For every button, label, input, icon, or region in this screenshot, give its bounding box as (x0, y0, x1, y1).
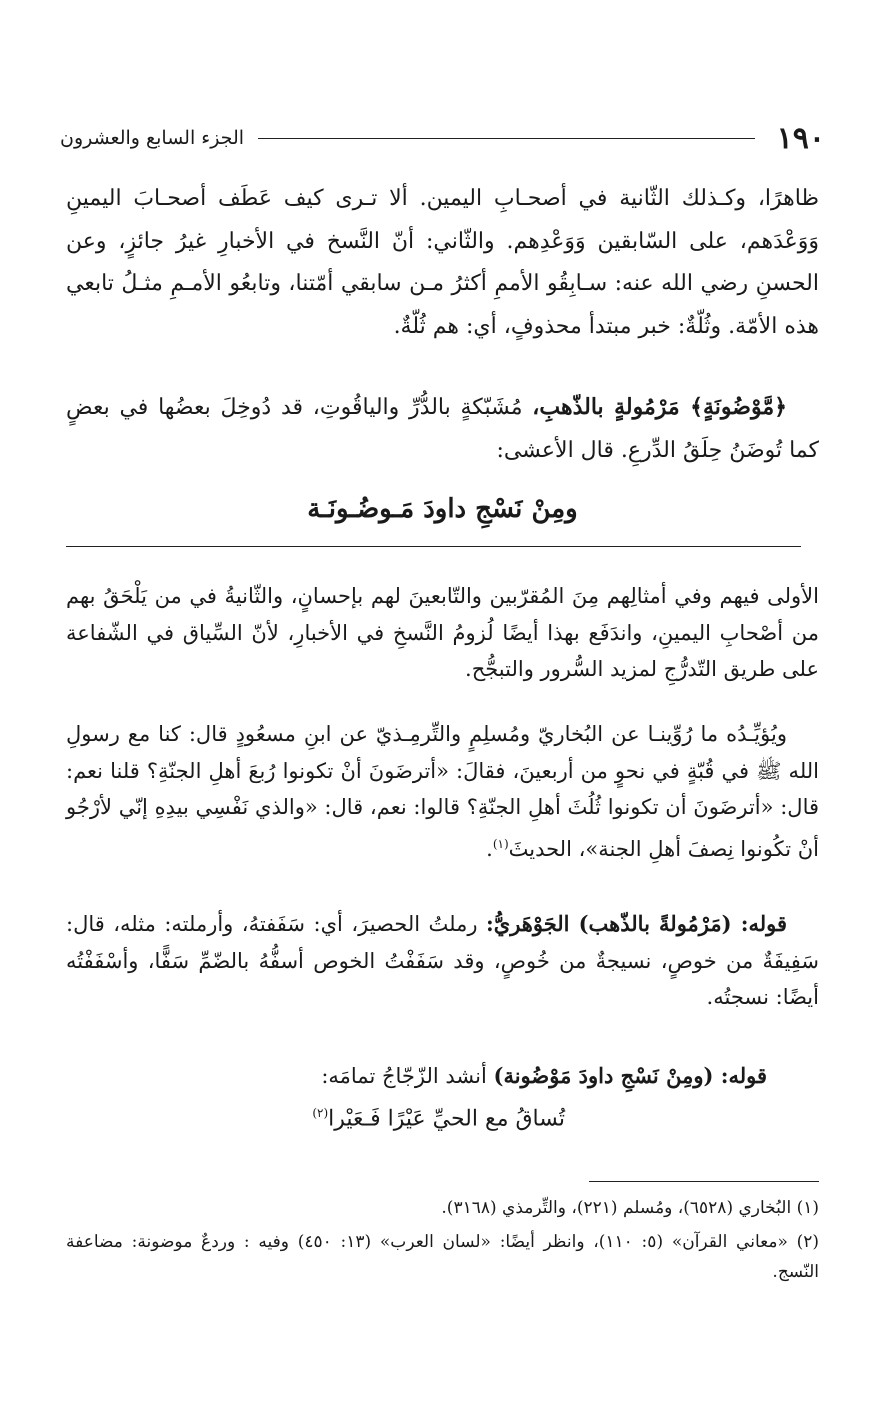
commentary-text (66, 906, 819, 1016)
footnotes (66, 1193, 819, 1291)
commentary-text: الأولى فيهم وفي أمثالِهم مِنَ المُقرّبين والتّابعينَ لهم بإحسانٍ، والثّانيةُ في من يَلْحَقُ بهم من أصْحابِ اليمينِ، واندَفَع بهذا أيضًا لُزومُ النَّسخِ في الأخبارِ، لأنّ السِّياق في الشّفاعة على طريق التّدرُّجِ لمزيد السُّرور والتبجُّح. (66, 584, 819, 681)
commentary-paragraph-3 (66, 906, 819, 1016)
page-number: ١٩٠ (776, 120, 825, 156)
period: . (486, 836, 493, 861)
footnote-divider (589, 1181, 819, 1182)
poem-text: تُساقُ مع الحيِّ عَيْرًا فَـعَيْرا (328, 1106, 565, 1132)
commentary-paragraph-2 (66, 716, 819, 867)
section-divider (66, 546, 801, 547)
footnote-2: (٢) «معاني القرآن» (٥: ١١٠)، وانظر أيضًا: «لسان العرب» (١٣: ٤٥٠) وفيه : وردعٌ موضونة: مضاعفة النّسج. (66, 1232, 819, 1282)
lemma: قوله: (مَرْمُولةً بالذّهب) الجَوْهَريُّ: (486, 911, 787, 936)
commentary-paragraph-1 (66, 578, 819, 688)
lemma-explanation: رملتُ الحصيرَ، أي: سَفَفتهُ، وأرملته: مثله، قال: سَفِيفَةٌ من خوصٍ، نسيجةٌ من خُوصٍ، وقد سَفَفْتُ الخوص أسفُّهُ بالضّمِّ سَفًّا، وأسْفَفْتُه أيضًا: نسجتُه. (66, 912, 819, 1009)
footnote-ref-1[interactable]: (١) (492, 836, 509, 851)
commentary-text (66, 1058, 767, 1095)
footnote-1: (١) البُخاري (٦٥٢٨)، ومُسلم (٢٢١)، والتِّرمذي (٣١٦٨). (441, 1198, 819, 1218)
poetry-verse: ومِنْ نَسْجِ داودَ مَـوضُـونَـة (307, 494, 578, 524)
header-rule (258, 138, 755, 139)
poem-hemistich (312, 1106, 565, 1131)
commentary-text (66, 716, 819, 867)
quran-commentary-paragraph: ظاهرًا، وكـذلك الثّانية في أصحـابِ اليمين. ألا تـرى كيف عَطَف أصحـابَ اليمينِ وَوَعْدَهم، على السّابقين وَوَعْدِهم. والثّاني: أنّ النَّسخ في الأخبارِ غيرُ جائزٍ، وعن الحسنِ رضي الله عنه: سـابِقُو الأممِ أكثرُ مـن سابقي أمّتنا، وتابعُو الأمـمِ مثـلُ تابعي هذه الأمّة. وثُلّةٌ: خبر مبتدأ محذوفٍ، أي: هم ثُلّةٌ. (66, 186, 819, 339)
lemma: قوله: (ومِنْ نَسْجِ داودَ مَوْضُونة) (493, 1063, 767, 1088)
lemma-explanation: أنشد الزّجّاجُ تمامَه: (321, 1064, 494, 1088)
footnote-ref-2[interactable]: (٢) (312, 1106, 329, 1120)
quran-note-lemma: ﴿مَّوْضُونَةٍ﴾ مَرْمُولةٍ بالذّهبِ، (532, 394, 787, 420)
hadith-text: ويُؤيِّـدُه ما رُوِّينـا عن البُخاريّ ومُسلِمٍ والتِّرمِـذيّ عن ابنِ مسعُودٍ قال: كنا مع رسولِ الله ﷺ في قُبّةٍ في نحوٍ من أربعينَ، فقالَ: «أترضَونَ أنْ تكونوا رُبعَ أهلِ الجنّةِ؟ قلنا نعم: قال: «أترضَونَ أن تكونوا ثُلُثَ أهلِ الجنّةِ؟ قالوا: نعم، قال: «والذي نَفْسِي بيدِهِ إنّي لأرْجُو أنْ تكُونوا نِصفَ أهلِ الجنة»، الحديثَ (66, 722, 819, 861)
running-title: الجزء السابع والعشرون (60, 127, 245, 149)
quran-note-paragraph (66, 386, 819, 472)
commentary-paragraph-4 (66, 1058, 819, 1095)
quran-note (66, 386, 819, 472)
quran-note-text: مُشَبّكةٍ بالدُّرِّ والياقُوتِ، قد دُوخِلَ بعضُها في بعضٍ كما تُوضَنُ حِلَقُ الدِّرعِ. قال الأعشى: (66, 395, 819, 463)
page-header (60, 118, 825, 158)
quran-commentary-text (66, 178, 819, 348)
